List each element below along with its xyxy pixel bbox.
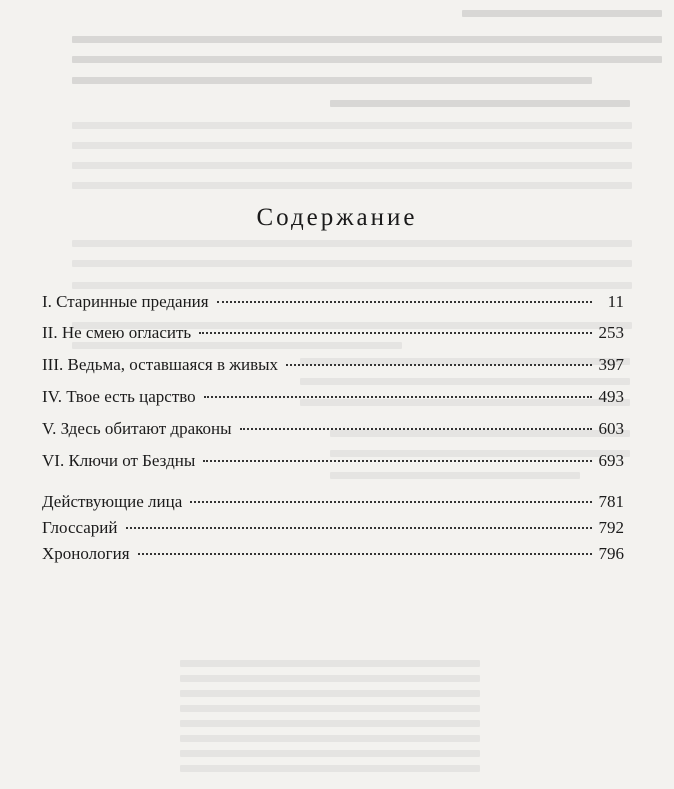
toc-entry-page: 693 <box>598 451 624 470</box>
bleed-through-line <box>72 162 632 169</box>
toc-entry-page: 11 <box>607 292 624 311</box>
dot-leader <box>138 553 592 555</box>
toc-entry-title: III. Ведьма, оставшаяся в живых <box>42 355 279 374</box>
toc-entry-part-3[interactable] <box>42 355 624 379</box>
dot-leader <box>126 527 593 529</box>
toc-entry-title: V. Здесь обитают драконы <box>42 419 232 438</box>
toc-entry-page: 781 <box>598 492 624 511</box>
bleed-through-line <box>180 675 480 682</box>
bleed-through-line <box>72 36 662 43</box>
bleed-through-line <box>180 735 480 742</box>
bleed-through-line <box>180 720 480 727</box>
toc-entry-title: Хронология <box>42 544 130 563</box>
toc-entry-part-5[interactable] <box>42 419 624 443</box>
bleed-through-line <box>72 142 632 149</box>
bleed-through-line <box>180 750 480 757</box>
dot-leader <box>204 396 592 398</box>
bleed-through-line <box>72 122 632 129</box>
toc-entry-characters[interactable] <box>42 492 624 516</box>
toc-entry-page: 603 <box>598 419 624 438</box>
bleed-through-line <box>180 705 480 712</box>
bleed-through-line <box>72 260 632 267</box>
bleed-through-line <box>72 56 662 63</box>
toc-entry-glossary[interactable] <box>42 518 624 542</box>
toc-entry-part-2[interactable] <box>42 323 624 347</box>
toc-entry-chronology[interactable] <box>42 544 624 568</box>
toc-entry-title: Глоссарий <box>42 518 118 537</box>
dot-leader <box>286 364 592 366</box>
toc-entry-page: 397 <box>598 355 624 374</box>
toc-entry-part-4[interactable] <box>42 387 624 411</box>
bleed-through-line <box>300 378 630 385</box>
bleed-through-line <box>180 690 480 697</box>
dot-leader <box>203 460 592 462</box>
toc-entry-page: 253 <box>598 323 624 342</box>
toc-entry-page: 796 <box>598 544 624 563</box>
toc-entry-title: IV. Твое есть царство <box>42 387 196 406</box>
dot-leader <box>199 332 592 334</box>
toc-entry-title: I. Старинные предания <box>42 292 209 311</box>
toc-entry-title: VI. Ключи от Бездны <box>42 451 196 470</box>
bleed-through-line <box>180 660 480 667</box>
toc-entry-page: 792 <box>598 518 624 537</box>
dot-leader <box>240 428 592 430</box>
bleed-through-line <box>180 765 480 772</box>
bleed-through-line <box>72 182 632 189</box>
bleed-through-line <box>72 240 632 247</box>
bleed-through-line <box>72 77 592 84</box>
bleed-through-line <box>330 100 630 107</box>
toc-entry-part-6[interactable] <box>42 451 624 475</box>
toc-entry-title: Действующие лица <box>42 492 183 511</box>
dot-leader <box>217 301 592 303</box>
toc-entry-page: 493 <box>598 387 624 406</box>
toc-entry-title: II. Не смею огласить <box>42 323 192 342</box>
toc-entry-part-1[interactable] <box>42 292 624 316</box>
bleed-through-line <box>72 282 632 289</box>
bleed-through-line <box>462 10 662 17</box>
dot-leader <box>190 501 592 503</box>
page-title: Содержание <box>256 204 418 231</box>
